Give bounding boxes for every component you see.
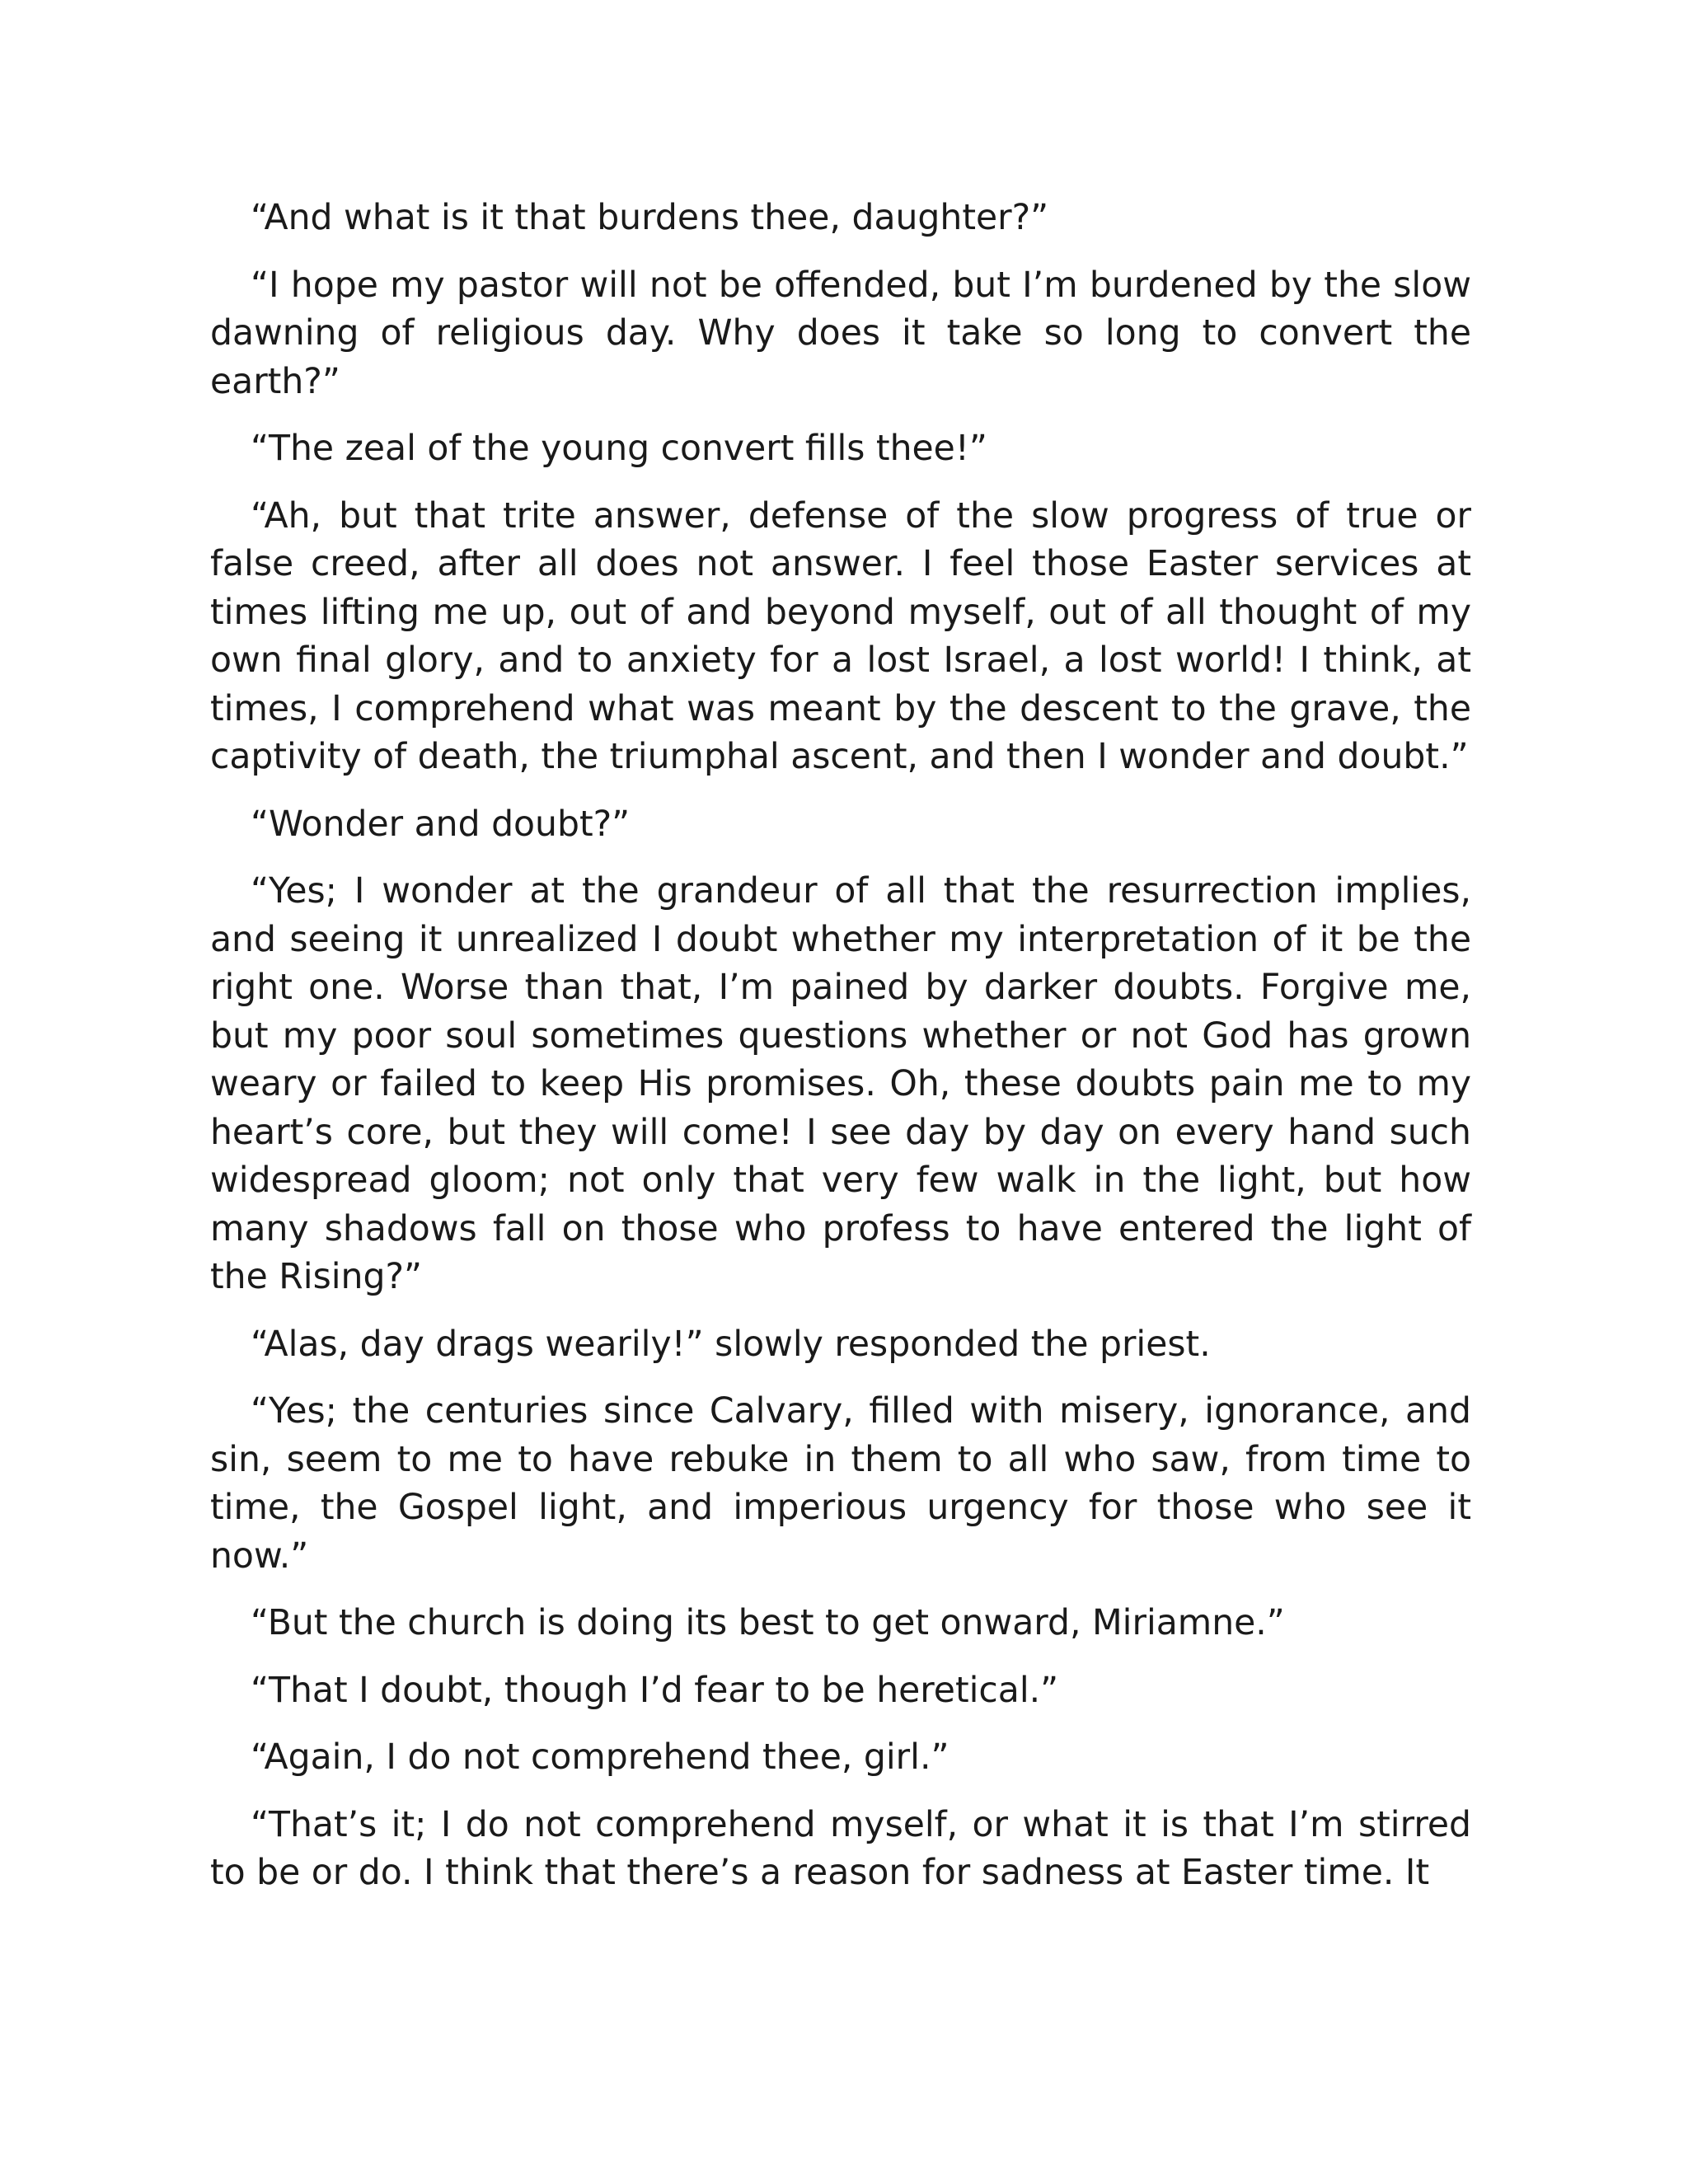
paragraph: “And what is it that burdens thee, daughter?” <box>251 198 1049 238</box>
paragraph: “That I doubt, though I’d fear to be heretical.” <box>251 1670 1059 1711</box>
paragraph: “The zeal of the young convert fills thee!” <box>251 429 987 469</box>
paragraph: “Alas, day drags wearily!” slowly responded the priest. <box>251 1324 1211 1365</box>
paragraph: “Ah, but that trite answer, defense of the slow progress of true or false creed, after all does not answer. I feel those Easter services at times lifting me up, out of and beyond myself, out of all thought of my own final glory, and to anxiety for a lost Israel, a lost world! I think, at times, I comprehend what was meant by the descent to the grave, the captivity of death, the triumphal ascent, and then I wonder and doubt.” <box>210 495 1471 777</box>
paragraph: “Yes; the centuries since Calvary, filled with misery, ignorance, and sin, seem to me to have rebuke in them to all who saw, from time to time, the Gospel light, and imperious urgency for those who see it now.” <box>210 1391 1471 1577</box>
page-body <box>210 194 1471 1917</box>
paragraph: “But the church is doing its best to get onward, Miriamne.” <box>251 1603 1285 1643</box>
paragraph: “Again, I do not comprehend thee, girl.” <box>251 1737 950 1778</box>
paragraph: “I hope my pastor will not be offended, but I’m burdened by the slow dawning of religious day. Why does it take so long to convert the earth?” <box>210 265 1471 402</box>
paragraph: “That’s it; I do not comprehend myself, or what it is that I’m stirred to be or do. I think that there’s a reason for sadness at Easter time. It <box>210 1804 1471 1893</box>
paragraph: “Wonder and doubt?” <box>251 804 631 845</box>
paragraph: “Yes; I wonder at the grandeur of all that the resurrection implies, and seeing it unrealized I doubt whether my interpretation of it be the right one. Worse than that, I’m pained by darker doubts. Forgive me, but my poor soul sometimes questions whether or not God has grown weary or failed to keep His promises. Oh, these doubts pain me to my heart’s core, but they will come! I see day by day on every hand such widespread gloom; not only that very few walk in the light, but how many shadows fall on those who profess to have entered the light of the Rising?” <box>210 871 1471 1297</box>
